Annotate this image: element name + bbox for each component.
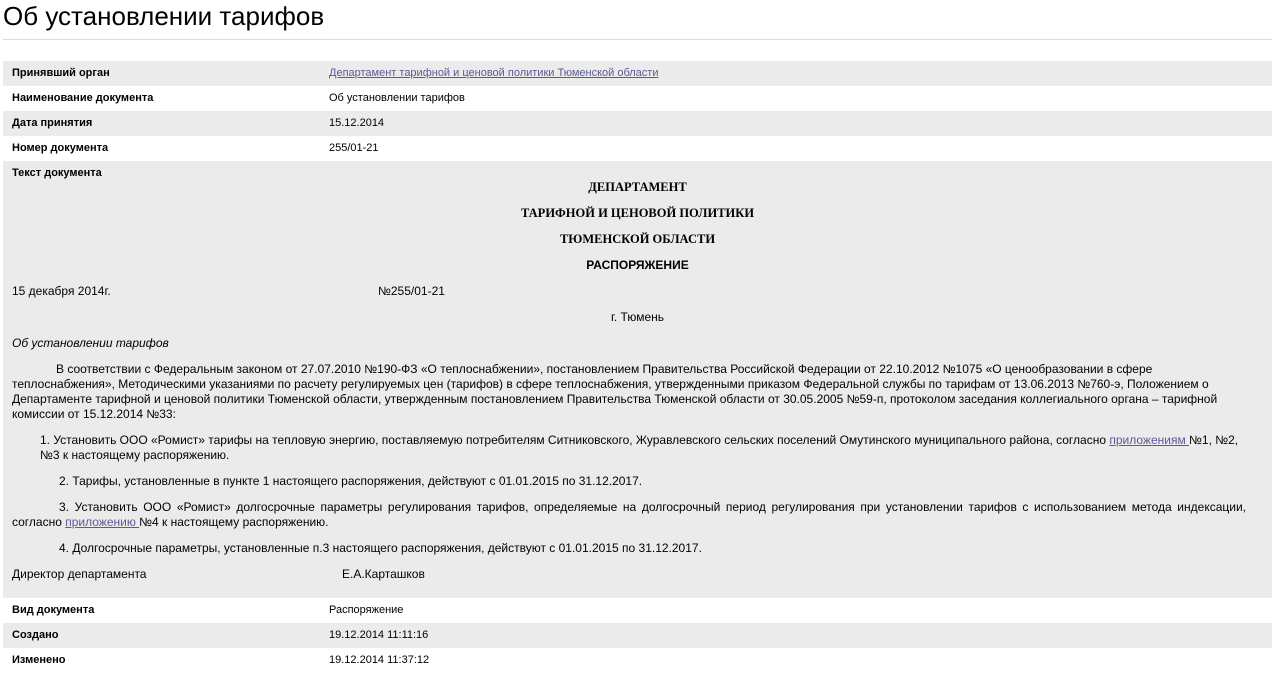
doc-item-3-tail: №4 к настоящему распоряжению. [139, 515, 329, 529]
modified-label: Изменено [12, 654, 66, 666]
created-label: Создано [12, 629, 59, 641]
doc-heading-policy: ТАРИФНОЙ И ЦЕНОВОЙ ПОЛИТИКИ [520, 206, 755, 220]
doc-heading-department: ДЕПАРТАМЕНТ [588, 180, 687, 194]
adoption-date-value: 15.12.2014 [329, 117, 385, 129]
document-type-label: Вид документа [12, 604, 95, 616]
appendix-4-link[interactable]: приложению [65, 515, 140, 529]
document-footer-meta [3, 598, 1272, 673]
doc-item-1 [12, 433, 1250, 463]
document-meta-table [3, 61, 1272, 161]
title-divider [3, 39, 1272, 40]
signer-name: Е.А.Карташков [342, 567, 425, 581]
page-title: Об установлении тарифов [3, 1, 325, 31]
modified-value: 19.12.2014 11:37:12 [329, 654, 430, 666]
doc-item-1-tail: №1, №2, №3 к настоящему распоряжению. [40, 433, 1239, 462]
document-name-label: Наименование документа [12, 92, 154, 104]
doc-heading-region: ТЮМЕНСКОЙ ОБЛАСТИ [559, 232, 716, 246]
meta-row-document-name [3, 86, 1272, 111]
doc-item-1-text: 1. Установить ООО «Ромист» тарифы на тепловую энергию, поставляемую потребителям Ситниковского, Журавлевского сельских поселений Омутинского муниципального района, согласно [40, 433, 1110, 447]
meta-row-document-type [3, 598, 1272, 623]
document-type-value: Распоряжение [329, 604, 404, 616]
issuing-body-link[interactable]: Департамент тарифной и ценовой политики Тюменской области [329, 67, 659, 79]
doc-item-4: 4. Долгосрочные параметры, установленные п.3 настоящего распоряжения, действуют с 01.01.2015 по 31.12.2017. [59, 541, 702, 555]
doc-preamble: В соответствии с Федеральным законом от 27.07.2010 №190-ФЗ «О теплоснабжении», постановлением Правительства Российской Федерации от 22.10.2012 №1075 «О ценообразовании в сфере теплоснабжения», Методическими указаниями по расчету регулируемых цен (тарифов) в сфере теплоснабжения, утвержденными приказом Федеральной службы по тарифам от 13.06.2013 №760-э, Положением о Департаменте тарифной и ценовой политики Тюменской области, утвержденным постановлением Правительства Тюменской области от 30.05.2005 №59-п, протоколом заседания коллегиального органа – тарифной комиссии от 15.12.2014 №33: [12, 362, 1218, 421]
doc-subject: Об установлении тарифов [12, 336, 169, 350]
doc-city: г. Тюмень [610, 310, 665, 324]
document-name-value: Об установлении тарифов [329, 92, 465, 104]
adoption-date-label: Дата принятия [12, 117, 93, 129]
issuing-body-label: Принявший орган [12, 67, 110, 79]
meta-row-document-number [3, 136, 1272, 161]
meta-row-adoption-date [3, 111, 1272, 136]
document-text-label: Текст документа [12, 167, 102, 179]
doc-item-3-text: 3. Установить ООО «Ромист» долгосрочные параметры регулирования тарифов, определяемые на долгосрочный период регулирования при установлении тарифов с использованием метода индексации, согласно [12, 500, 1246, 529]
appendices-1-3-link[interactable]: приложениям [1109, 433, 1190, 447]
meta-row-created [3, 623, 1272, 648]
meta-row-modified [3, 648, 1272, 673]
doc-date: 15 декабря 2014г. [12, 284, 111, 298]
created-value: 19.12.2014 11:11:16 [329, 629, 429, 641]
doc-heading-order: РАСПОРЯЖЕНИЕ [586, 258, 689, 272]
meta-row-issuing-body [3, 61, 1272, 86]
doc-item-3 [12, 500, 1246, 530]
document-number-label: Номер документа [12, 142, 109, 154]
doc-item-2: 2. Тарифы, установленные в пункте 1 настоящего распоряжения, действуют с 01.01.2015 по 31.12.2017. [59, 474, 643, 488]
signer-title: Директор департамента [12, 567, 147, 581]
doc-number: №255/01-21 [378, 284, 445, 298]
document-text-section [3, 161, 1272, 598]
document-number-value: 255/01-21 [329, 142, 379, 154]
